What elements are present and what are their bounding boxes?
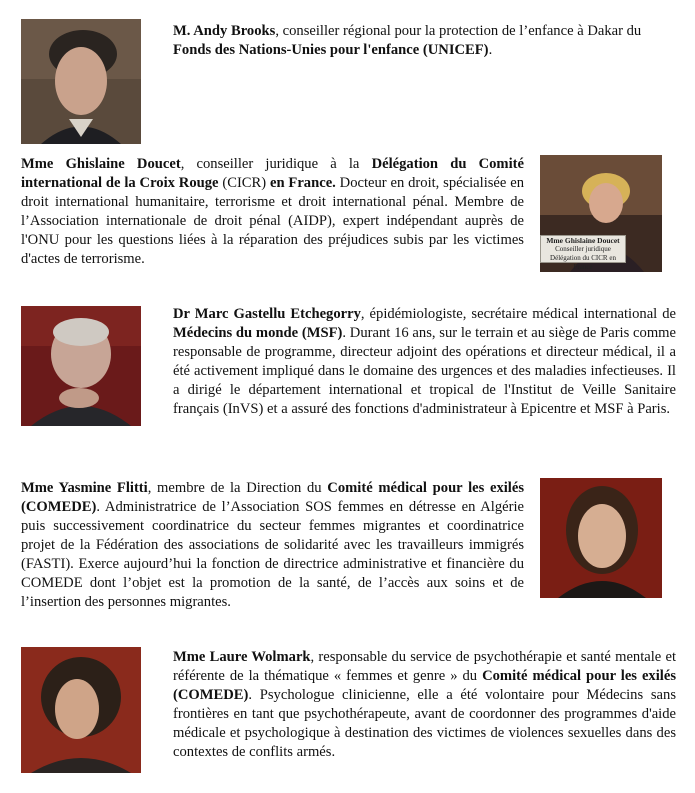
portrait-ghislaine-doucet [540, 155, 662, 272]
organization-location: en France. [269, 175, 336, 191]
portrait-laure-wolmark [21, 647, 141, 773]
person-name: Mme Ghislaine Doucet [21, 156, 181, 172]
person-name: Mme Yasmine Flitti [21, 480, 148, 496]
person-name: Mme Laure Wolmark [173, 649, 311, 665]
organization: Comité médical pour les exilés (COMEDE) [21, 480, 525, 515]
name-card: Mme Ghislaine Doucet Conseiller juridique Délégation du CICR en France [540, 235, 626, 263]
organization: Comité médical pour les exilés (COMEDE) [173, 668, 676, 703]
bio-laure-wolmark: Mme Laure Wolmark, responsable du service de psychothérapie et santé mentale et référente de la thématique « femmes et genre » du Comité médical pour les exilés (COMEDE). Psychologue clinicienne, elle a été volontaire pour Médecins sans frontières en tant que psychothérapeute, avant de coordonner des programmes d'aide médicale et psychologique à destination des victimes de violences sexuelles dans des contextes de conflits armés. [173, 649, 677, 760]
bio-andy-brooks: M. Andy Brooks, conseiller régional pour la protection de l’enfance à Dakar du Fonds des Nations-Unies pour l'enfance (UNICEF). [173, 23, 642, 58]
organization: Délégation du Comité international de la Croix Rouge [21, 156, 524, 191]
person-name: M. Andy Brooks [173, 23, 276, 39]
bio-yasmine-flitti: Mme Yasmine Flitti, membre de la Direction du Comité médical pour les exilés (COMEDE). Administratrice de l’Association SOS femmes en détresse en Algérie puis successivement coordinatrice du secteur femmes migrantes et coordinatrice projet de la Fédération des associations de solidarité avec les travailleurs immigrés (FASTI). Exerce aujourd’hui la fonction de directrice administrative et financière du COMEDE dont l’objet est la promotion de la santé, de l’accès aux soins et de l’insertion des personnes migrantes. [21, 480, 525, 610]
organization: Médecins du monde (MSF) [173, 325, 343, 341]
bio-ghislaine-doucet: Mme Ghislaine Doucet, conseiller juridique à la Délégation du Comité international de la Croix Rouge (CICR) en France. Docteur en droit, spécialisée en droit international humanitaire, terrorisme et droit international pénal. Membre de l’Association internationale de droit pénal (AIDP), expert indépendant auprès de l'ONU pour les questions liées à la réparation des préjudices subis par les victimes d'actes de terrorisme. [21, 156, 524, 267]
organization: Fonds des Nations-Unies pour l'enfance (UNICEF) [173, 42, 489, 58]
portrait-andy-brooks [21, 19, 141, 144]
portrait-yasmine-flitti [540, 478, 662, 598]
bio-marc-gastellu-etchegorry: Dr Marc Gastellu Etchegorry, épidémiologiste, secrétaire médical international de Médecins du monde (MSF). Durant 16 ans, sur le terrain et au siège de Paris comme responsable de programme, directeur adjoint des opérations et directeur médical, il a été activement impliqué dans le domaine des urgences et des maladies infectieuses. Il a dirigé le département international et tropical de l'Institut de Veille Sanitaire français (InVS) et a assuré des fonctions d'administrateur à Epicentre et MSF à Paris. [173, 306, 676, 417]
portrait-marc-gastellu-etchegorry [21, 306, 141, 426]
person-name: Dr Marc Gastellu Etchegorry [173, 306, 361, 322]
